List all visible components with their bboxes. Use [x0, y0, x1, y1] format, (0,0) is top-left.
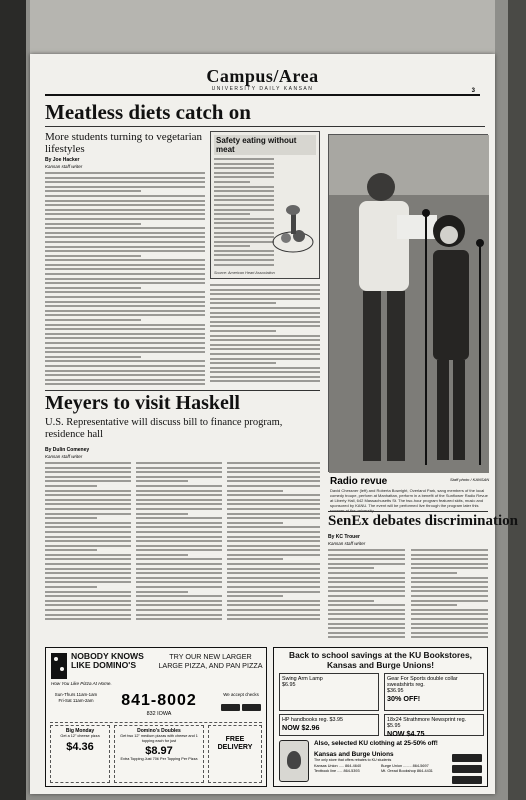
bookstore-clothing-promo: Also, selected KU clothing at 25-50% off! [314, 740, 438, 747]
dominos-address: 832 IOWA [146, 711, 172, 717]
unions-title: Kansas and Burge Unions [314, 751, 394, 758]
coupon-price: $4.36 [66, 740, 94, 753]
coupon-title: FREE DELIVERY [217, 736, 253, 751]
page-top-shadow [30, 0, 495, 54]
coupon-free-delivery [208, 725, 262, 783]
story2-byline-role: Kansan staff writer [45, 454, 83, 459]
item-now-price: NOW $4.75 [387, 729, 425, 738]
item-name: Swing Arm Lamp [282, 676, 323, 682]
coupon-sub: Get a 12" cheese pizza [60, 734, 100, 738]
bookstore-item-sweatshirt [384, 673, 484, 711]
story3-rule [328, 511, 488, 512]
coupon-sub: Get two 12" medium pizzas with cheese and 1 topping each for just [120, 734, 198, 743]
story3-body-col2 [411, 549, 488, 641]
store-line: Mt. Oread Bookshop 864-4431 [381, 769, 433, 773]
bookstore-headline: Back to school savings at the KU Bookstores, Kansas and Burge Unions! [289, 650, 472, 670]
coupon-title: Domino's Doubles [137, 728, 181, 734]
coupon-title: Big Monday [65, 728, 95, 734]
sidebar-title: Safety eating without meat [214, 135, 316, 155]
bookstore-unions [314, 751, 434, 762]
photo-caption-title: Radio revue [330, 476, 388, 487]
item-name: 18x24 Strathmore Newsprint reg. $5.95 [387, 717, 467, 729]
story2-rule [45, 390, 320, 391]
masthead [30, 60, 495, 96]
coupon-dominos-doubles [114, 725, 204, 783]
story3-body-col1 [328, 549, 405, 641]
item-now-price: NOW $2.96 [282, 723, 320, 732]
coupon-note: Extra Topping Just 70¢ Per Topping Per Pizza [120, 757, 198, 762]
dominos-brand: NOBODY KNOWS LIKE DOMINO'S [71, 651, 144, 670]
masthead-rule [45, 94, 480, 96]
photo-credit: Staff photo / KANSAN [450, 477, 490, 482]
coupon-price: $8.97 [145, 745, 173, 758]
film-edge-left [0, 0, 26, 800]
dominos-logo-icon [51, 653, 67, 679]
story3-byline: By KC Trouer [328, 534, 360, 540]
dominos-card-logos [221, 704, 261, 711]
dominos-slogan: How You Like Pizza At Home. [51, 681, 112, 686]
story3-byline-role: Kansan staff writer [328, 541, 366, 546]
story2-body-col2 [136, 462, 222, 623]
sidebar-body [214, 158, 274, 266]
story1-deck: More students turning to vegetarian lifestyles [45, 131, 203, 155]
bookstore-item-hp-handbooks [279, 714, 379, 736]
ku-seal-icon [279, 740, 309, 782]
story1-body-col1 [45, 172, 205, 388]
story2-deck: U.S. Representative will discuss bill to finance program, residence hall [45, 417, 283, 440]
story1-body-col2 [210, 284, 320, 385]
page-number: 3 [471, 88, 475, 94]
coupon-big-monday [50, 725, 110, 783]
radio-revue-photo [328, 134, 488, 472]
photo-caption: David Chessner (left) and Roberta Bowright, Overland Park, sang members of the local comedy troupe, perform at Manhattan, perform in a benefit of the Sunflower Radio Revue at Liberty Hall, 642 Massachusetts St. The two-hour program featured skits, music and sponsored by KANU. The event will be performed live through the program later this summer at the university. [330, 488, 488, 513]
store-line: Textbook line ..... 864-5393 [314, 769, 360, 773]
item-price: $36.95 [387, 688, 404, 694]
item-name: Gear For Sports double collar sweatshirts reg. [387, 676, 458, 688]
story2-body-col1 [45, 462, 131, 623]
dominos-promo: TRY OUR NEW LARGER LARGE PIZZA, AND PAN PIZZA [158, 652, 263, 670]
dominos-accept: We accept checks [223, 692, 259, 697]
sidebar-source: Source: American Heart Association [214, 271, 275, 275]
credit-card-logos [452, 754, 482, 787]
bookstore-item-lamp [279, 673, 379, 711]
story1-byline-role: Kansan staff writer [45, 164, 83, 169]
paper-name: UNIVERSITY DAILY KANSAN [211, 86, 314, 92]
unions-sub: The only store that offers rebates to KU students [314, 758, 392, 762]
newspaper-page [30, 54, 519, 794]
story3-headline: SenEx debates discrimination [328, 513, 519, 529]
store-line: Burge Union ........ 864-5697 [381, 764, 429, 768]
dominos-ad [45, 647, 267, 787]
section-title: Campus/Area [206, 66, 319, 86]
story1-rule [45, 126, 485, 127]
store-line: Kansas Union ..... 864-4640 [314, 764, 362, 768]
performers-illustration [329, 135, 489, 473]
story2-headline: Meyers to visit Haskell [45, 392, 240, 414]
food-illustration [271, 202, 316, 257]
story1-byline: By Joe Hacker [45, 157, 80, 163]
item-name: HP handbooks reg. $3.95 [282, 717, 344, 723]
dominos-coupons [50, 722, 262, 785]
bookstore-item-newsprint [384, 714, 484, 736]
item-price: $6.95 [282, 682, 296, 688]
sidebar-box [210, 131, 320, 279]
dominos-hours: Sun-Thurs 11am-1am Fri-Sat 11am-2am [54, 692, 98, 703]
dominos-phone: 841-8002 [121, 692, 197, 709]
story1-headline: Meatless diets catch on [45, 100, 251, 124]
bookstore-phone-list [314, 764, 444, 774]
film-edge-right [508, 0, 526, 800]
story2-body-col3 [227, 462, 320, 623]
story2-byline: By Dulin Comeney [45, 447, 90, 453]
item-discount: 30% OFF! [387, 694, 421, 703]
bookstore-ad [273, 647, 488, 787]
